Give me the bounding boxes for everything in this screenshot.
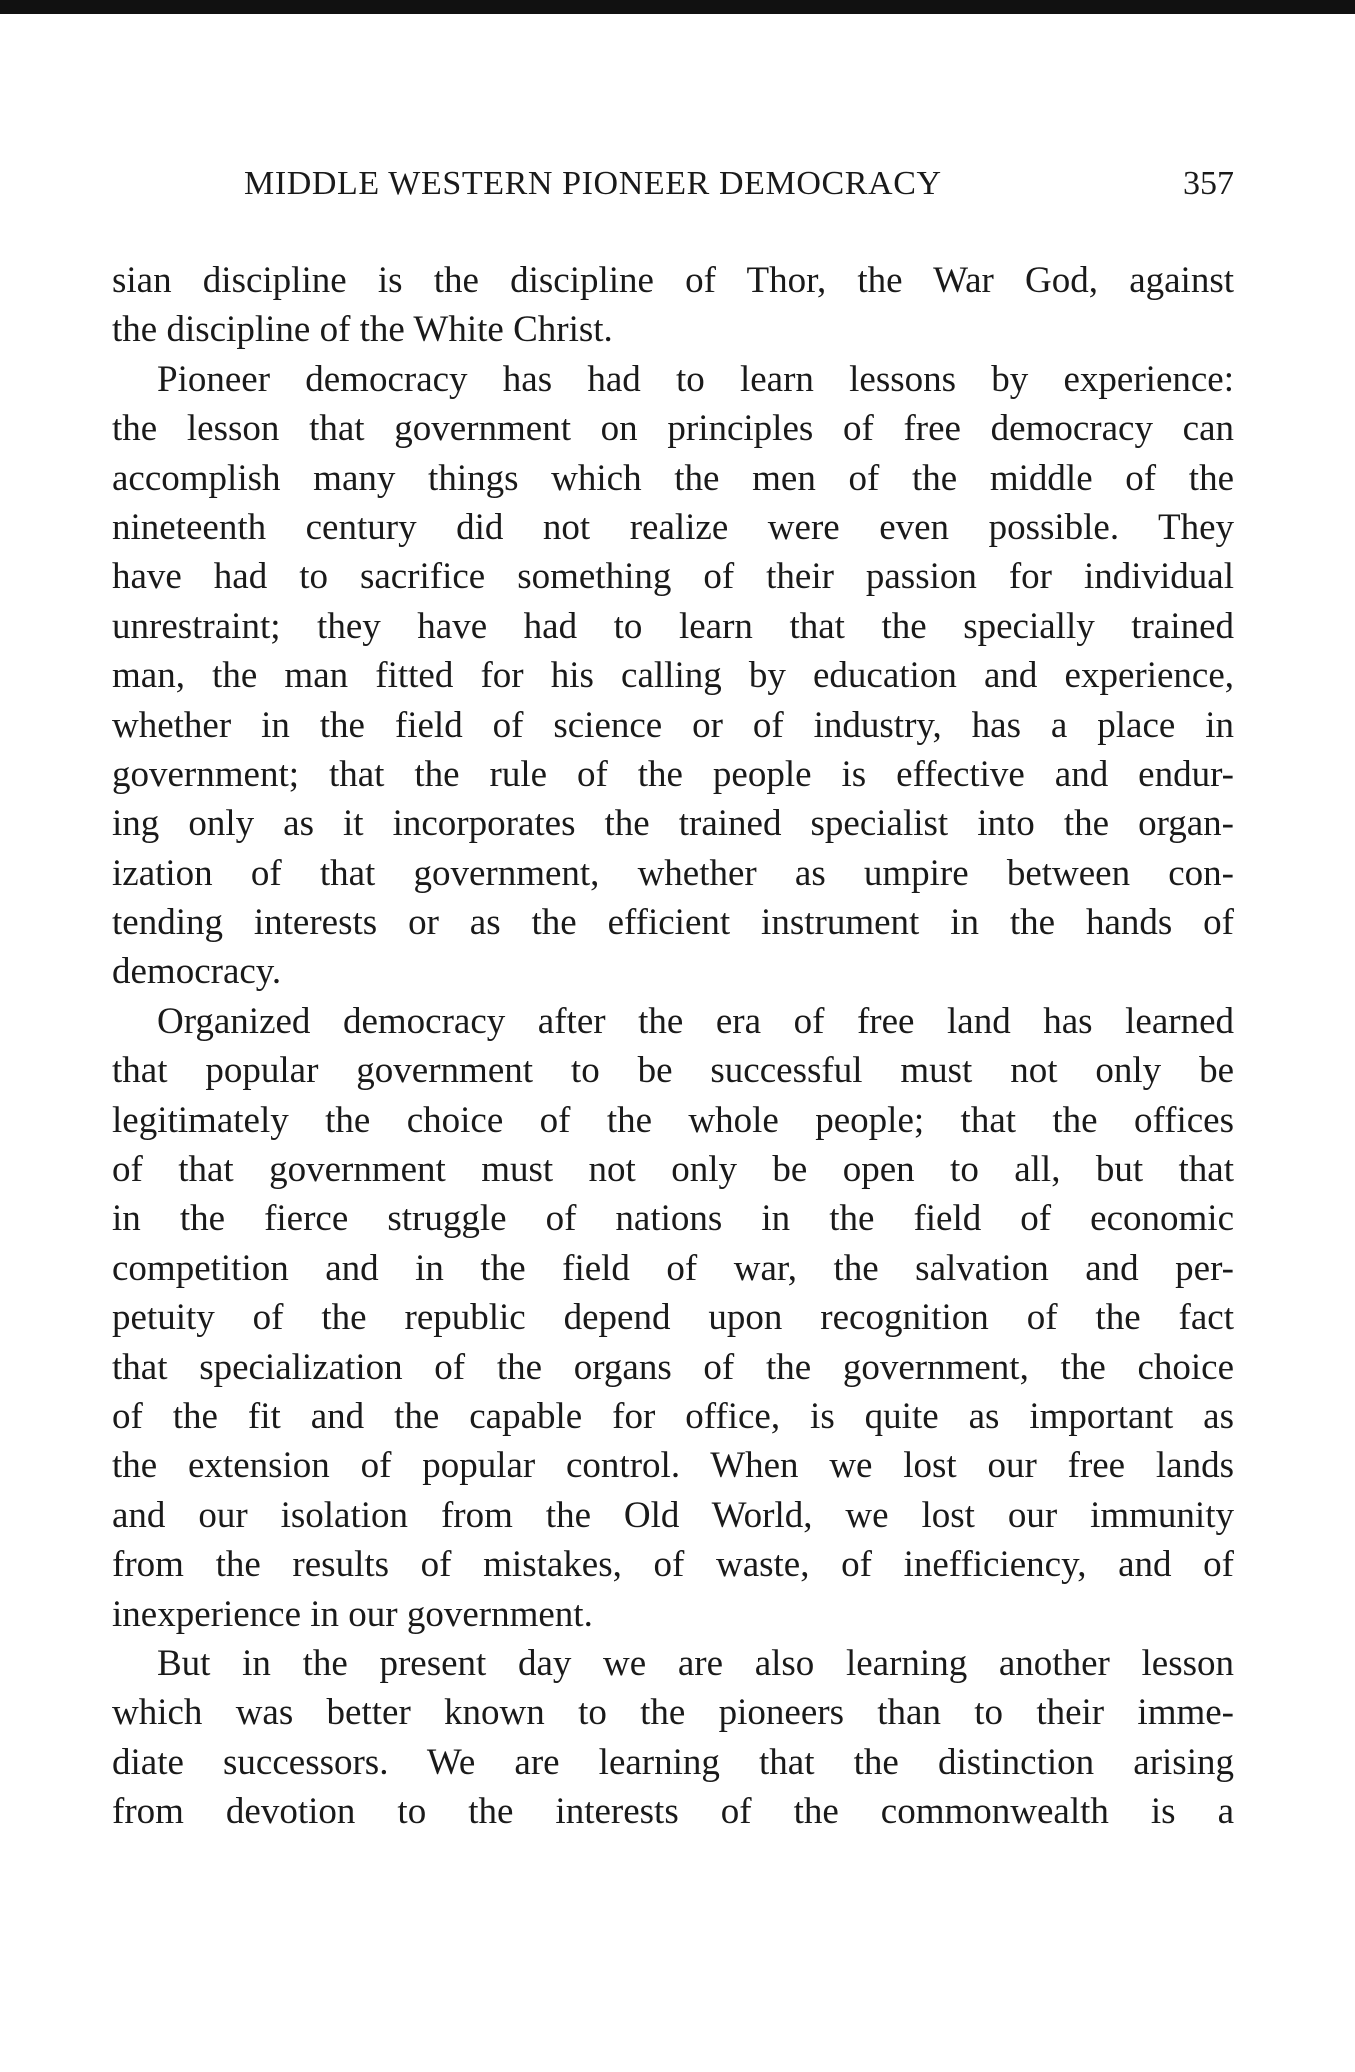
text-line: unrestraint; they have had to learn that the specially trained — [112, 605, 1234, 647]
text-line: have had to sacrifice something of their passion for individual — [112, 556, 1234, 598]
text-line: and our isolation from the Old World, we lost our immunity — [112, 1494, 1234, 1536]
text-line: But in the present day we are also learning another lesson — [157, 1642, 1234, 1684]
paragraph — [112, 256, 1234, 355]
paragraph — [112, 1639, 1234, 1837]
text-line: that popular government to be successful must not only be — [112, 1050, 1234, 1092]
text-line: inexperience in our government. — [112, 1593, 593, 1635]
text-line: the lesson that government on principles of free democracy can — [112, 408, 1234, 450]
scan-edge — [0, 0, 1355, 14]
text-line: that specialization of the organs of the government, the choice — [112, 1346, 1234, 1388]
text-line: legitimately the choice of the whole people; that the offices — [112, 1099, 1234, 1141]
body-text — [112, 256, 1234, 1837]
text-line: Organized democracy after the era of free land has learned — [157, 1000, 1234, 1042]
paragraph — [112, 997, 1234, 1639]
text-line: ing only as it incorporates the trained specialist into the organ- — [112, 803, 1234, 845]
text-line: which was better known to the pioneers than to their imme- — [112, 1692, 1234, 1734]
text-line: in the fierce struggle of nations in the field of economic — [112, 1198, 1234, 1240]
text-line: diate successors. We are learning that the distinction arising — [112, 1741, 1234, 1783]
text-line: the extension of popular control. When we lost our free lands — [112, 1445, 1234, 1487]
running-head-title: MIDDLE WESTERN PIONEER DEMOCRACY — [244, 165, 942, 202]
text-line: democracy. — [112, 951, 282, 993]
text-line: accomplish many things which the men of the middle of the — [112, 457, 1234, 499]
text-line: whether in the field of science or of industry, has a place in — [112, 704, 1234, 746]
text-line: petuity of the republic depend upon recognition of the fact — [112, 1297, 1234, 1339]
paragraph — [112, 355, 1234, 997]
text-line: man, the man fitted for his calling by education and experience, — [112, 655, 1234, 697]
text-line: of that government must not only be open to all, but that — [112, 1149, 1234, 1191]
text-line: sian discipline is the discipline of Thor, the War God, against — [112, 260, 1234, 301]
text-line: from the results of mistakes, of waste, of inefficiency, and of — [112, 1544, 1234, 1586]
text-line: Pioneer democracy has had to learn lessons by experience: — [157, 358, 1234, 400]
text-line: from devotion to the interests of the commonwealth is a — [112, 1791, 1234, 1833]
text-line: nineteenth century did not realize were even possible. They — [112, 506, 1234, 548]
text-line: tending interests or as the efficient instrument in the hands of — [112, 902, 1234, 944]
text-line: the discipline of the White Christ. — [112, 309, 613, 351]
page-number: 357 — [1183, 165, 1234, 202]
text-line: of the fit and the capable for office, is quite as important as — [112, 1395, 1234, 1437]
text-line: competition and in the field of war, the salvation and per- — [112, 1247, 1234, 1289]
running-head — [244, 160, 1234, 208]
text-line: ization of that government, whether as umpire between con- — [112, 852, 1234, 894]
text-line: government; that the rule of the people is effective and endur- — [112, 753, 1234, 795]
